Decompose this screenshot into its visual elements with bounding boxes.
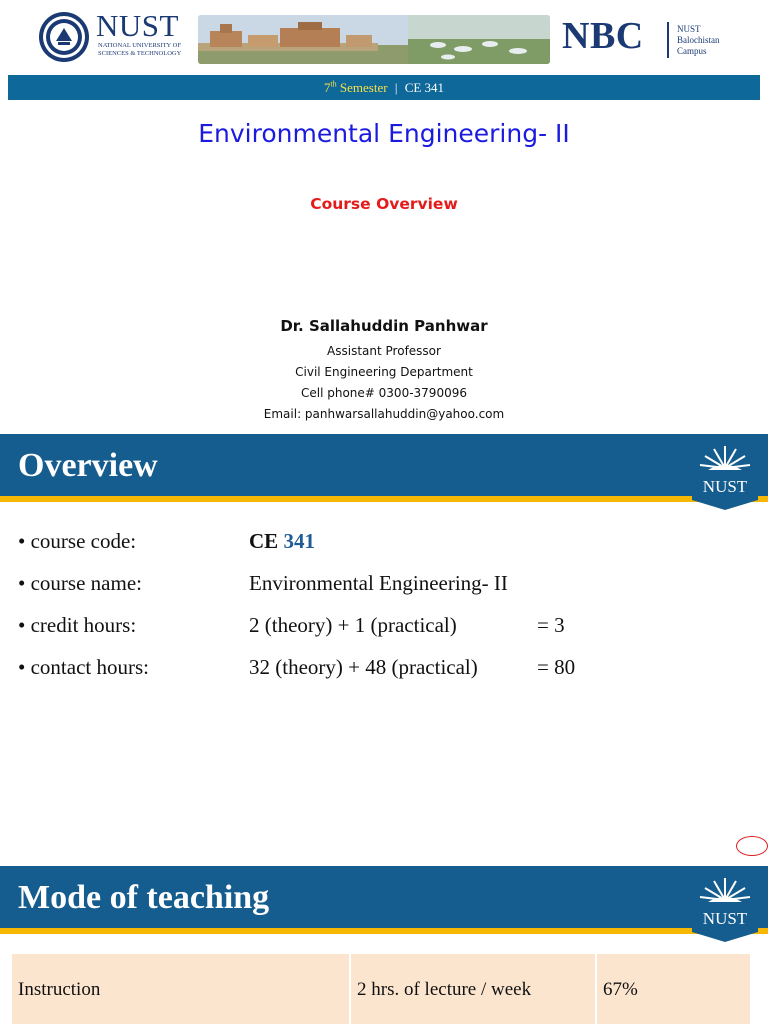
nbc-sub-line: NUST [677, 24, 701, 34]
mode-of-teaching-slide [0, 858, 768, 1024]
nbc-logo-text: NBC [562, 15, 644, 57]
author-phone: Cell phone# 0300-3790096 [301, 386, 467, 400]
campus-banner-image [198, 15, 550, 64]
nust-emblem-icon [692, 438, 758, 510]
table-cell-detail: 2 hrs. of lecture / week [350, 954, 596, 1024]
teaching-heading: Mode of teaching [18, 879, 270, 916]
teaching-table [12, 954, 750, 1024]
title-slide [0, 0, 768, 432]
semester-separator: | [394, 80, 398, 95]
nust-subtitle-line: SCIENCES & TECHNOLOGY [98, 49, 182, 57]
overview-heading: Overview [18, 447, 158, 484]
course-title: Environmental Engineering- II [198, 119, 570, 148]
row-value: 32 (theory) + 48 (practical) [249, 655, 478, 679]
row-total: = 80 [537, 655, 576, 679]
nbc-sub-line: Campus [677, 46, 707, 56]
row-total: = 3 [537, 613, 565, 637]
table-row [12, 954, 750, 1024]
author-title: Assistant Professor [327, 344, 441, 358]
nbc-divider [667, 22, 669, 58]
nust-subtitle-line: NATIONAL UNIVERSITY OF [98, 42, 181, 49]
author-department: Civil Engineering Department [295, 365, 473, 379]
teaching-header [0, 866, 768, 934]
row-label: • contact hours: [18, 655, 149, 679]
row-value [249, 529, 315, 554]
author-email: Email: panhwarsallahuddin@yahoo.com [263, 407, 505, 421]
row-label: • course code: [18, 529, 137, 553]
row-value: Environmental Engineering- II [249, 571, 508, 595]
semester-bar [8, 75, 760, 100]
header-stripe [0, 496, 768, 502]
overview-slide [0, 434, 768, 856]
course-code-number: 341 [283, 529, 315, 553]
semester-word: Semester [339, 80, 388, 95]
nust-emblem-icon [692, 870, 758, 942]
red-oval-marker [736, 836, 768, 856]
nust-crest-icon [38, 11, 90, 63]
table-cell-percent: 67% [596, 954, 750, 1024]
nust-logo-text: NUST [96, 8, 179, 43]
table-cell-mode: Instruction [12, 954, 350, 1024]
course-code-prefix: CE [249, 529, 279, 553]
nust-logo-subtitle [98, 42, 181, 57]
semester-suffix: th [330, 79, 337, 89]
row-label: • course name: [18, 571, 142, 595]
row-value: 2 (theory) + 1 (practical) [249, 613, 457, 637]
course-subtitle: Course Overview [310, 195, 458, 213]
author-name: Dr. Sallahuddin Panhwar [280, 317, 488, 335]
emblem-label: NUST [702, 477, 748, 496]
nbc-sub-line: Balochistan [677, 35, 720, 45]
row-label: • credit hours: [18, 613, 137, 637]
emblem-label: NUST [702, 909, 748, 928]
semester-course-code: CE 341 [404, 80, 445, 95]
overview-header [0, 434, 768, 502]
semester-number: 7 [323, 80, 331, 95]
nbc-campus-label [677, 24, 720, 57]
header-stripe [0, 928, 768, 934]
